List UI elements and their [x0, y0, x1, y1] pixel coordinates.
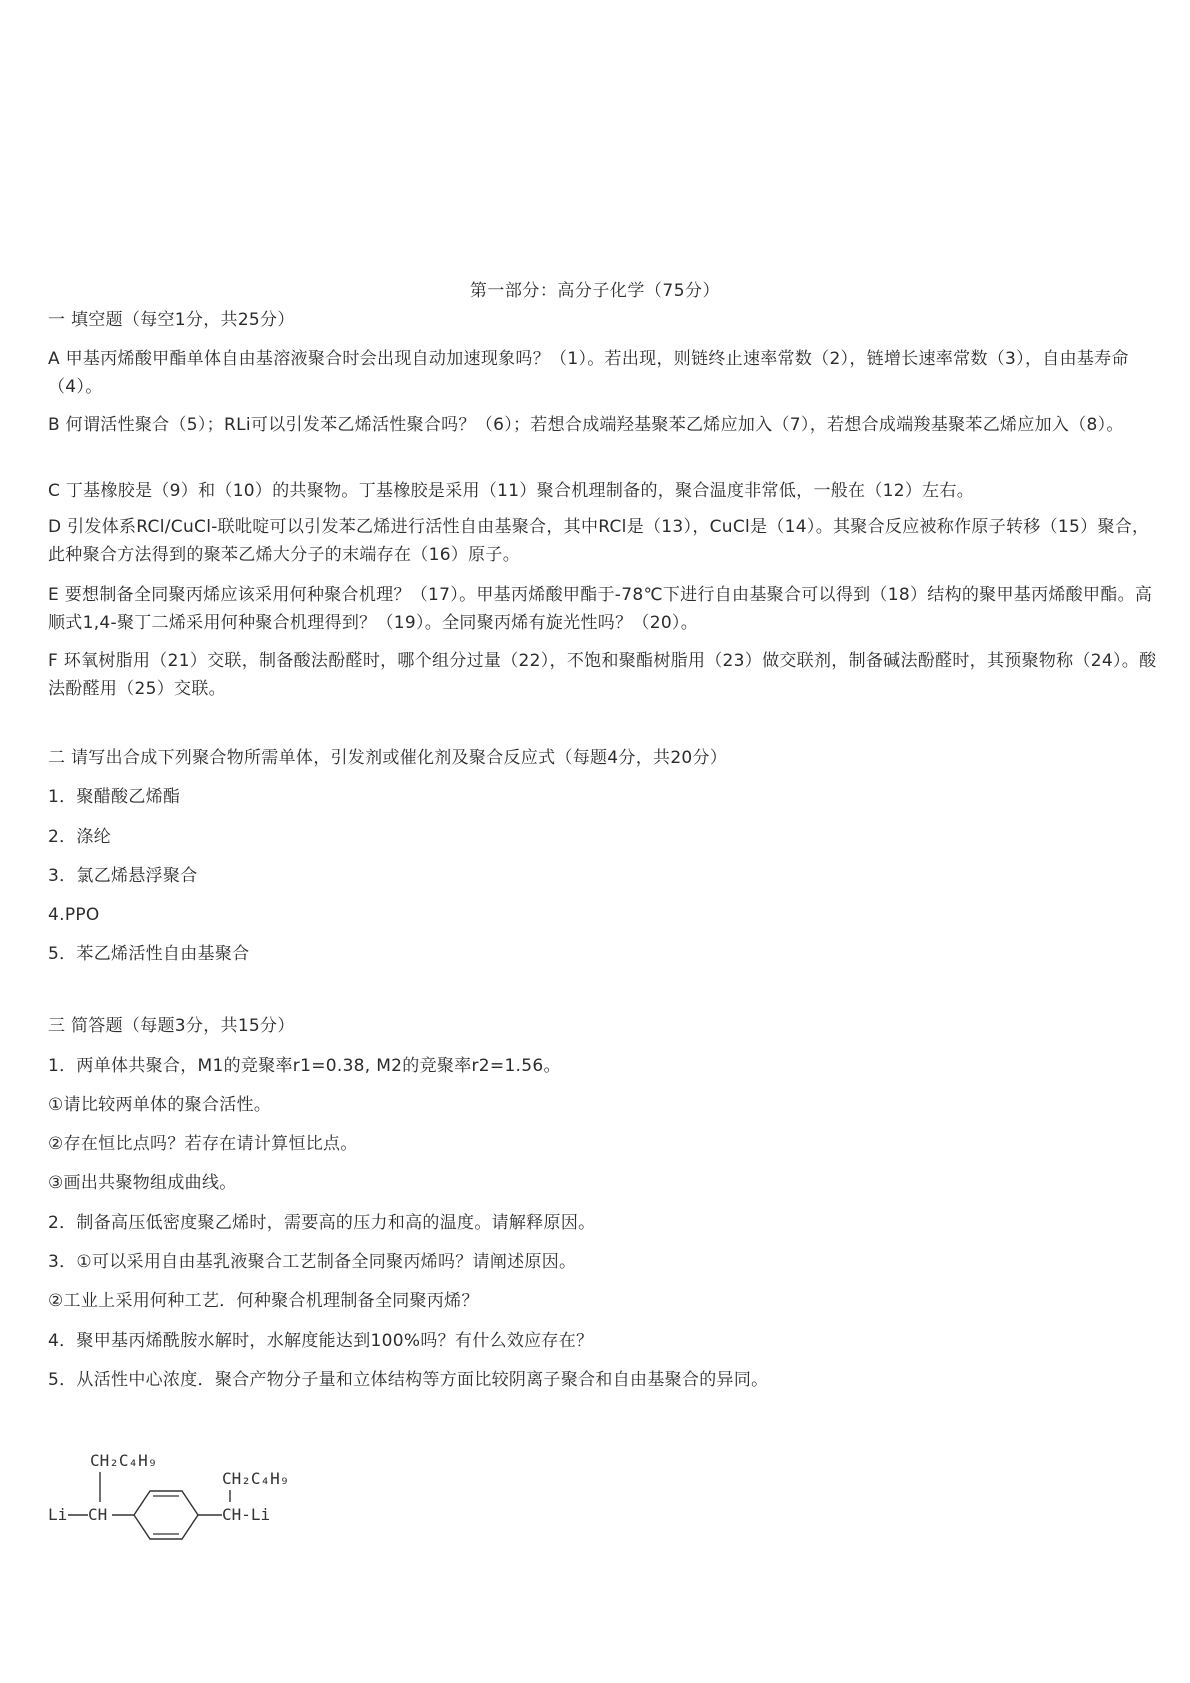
right-substituent: CH₂C₄H₉: [222, 1469, 290, 1488]
left-ch: CH: [88, 1505, 108, 1524]
question-a: A 甲基丙烯酸甲酯单体自由基溶液聚合时会出现自动加速现象吗？（1）。若出现，则链终止速率常数（2），链增长速率常数（3），自由基寿命（4）。: [48, 349, 1129, 397]
section3-item: ③画出共聚物组成曲线。: [48, 1173, 237, 1193]
section2-item: 1．聚醋酸乙烯酯: [48, 787, 181, 807]
section2-item: 4.PPO: [48, 905, 100, 925]
section3-item: ①请比较两单体的聚合活性。: [48, 1095, 272, 1115]
section3-item: 5．从活性中心浓度．聚合产物分子量和立体结构等方面比较阴离子聚合和自由基聚合的异同。: [48, 1370, 769, 1390]
question-f: F 环氧树脂用（21）交联，制备酸法酚醛时，哪个组分过量（22），不饱和聚酯树脂用（23）做交联剂，制备碱法酚醛时，其预聚物称（24）。酸法酚醛用（25）交联。: [48, 651, 1157, 699]
right-ch-li: CH-Li: [222, 1505, 271, 1524]
section3-item: ②存在恒比点吗？若存在请计算恒比点。: [48, 1134, 358, 1154]
section2-item: 5．苯乙烯活性自由基聚合: [48, 944, 250, 964]
left-lithium: Li: [48, 1505, 68, 1524]
chemical-structure: [46, 1440, 326, 1540]
section3-item: 2．制备高压低密度聚乙烯时，需要高的压力和高的温度。请解释原因。: [48, 1213, 596, 1233]
section1-heading: 一 填空题（每空1分，共25分）: [48, 310, 295, 330]
question-b: B 何谓活性聚合（5）；RLi可以引发苯乙烯活性聚合吗？（6）；若想合成端羟基聚苯乙烯应加入（7），若想合成端羧基聚苯乙烯应加入（8）。: [48, 415, 1124, 435]
section3-item: 1．两单体共聚合，M1的竞聚率r1=0.38, M2的竞聚率r2=1.56。: [48, 1056, 561, 1076]
section3-item: ②工业上采用何种工艺．何种聚合机理制备全同聚丙烯？: [48, 1291, 479, 1311]
section2-item: 2．涤纶: [48, 827, 112, 847]
section2-item: 3．氯乙烯悬浮聚合: [48, 866, 198, 886]
section3-item: 3．①可以采用自由基乳液聚合工艺制备全同聚丙烯吗？请阐述原因。: [48, 1252, 577, 1272]
page-title: 第一部分：高分子化学（75分）: [469, 281, 721, 301]
section2-heading: 二 请写出合成下列聚合物所需单体，引发剂或催化剂及聚合反应式（每题4分，共20分）: [48, 748, 728, 768]
question-d: D 引发体系RCl/CuCl-联吡啶可以引发苯乙烯进行活性自由基聚合，其中RCl是（13），CuCl是（14）。其聚合反应被称作原子转移（15）聚合，此种聚合方法得到的聚苯乙烯大分子的末端存在（16）原子。: [48, 517, 1150, 565]
section3-item: 4．聚甲基丙烯酰胺水解时，水解度能达到100%吗？有什么效应存在？: [48, 1331, 594, 1351]
question-e: E 要想制备全同聚丙烯应该采用何种聚合机理？（17）。甲基丙烯酸甲酯于-78℃下进行自由基聚合可以得到（18）结构的聚甲基丙烯酸甲酯。高顺式1,4-聚丁二烯采用何种聚合机理得到？（19）。全同聚丙烯有旋光性吗？（20）。: [48, 585, 1153, 633]
left-substituent: CH₂C₄H₉: [90, 1451, 158, 1470]
benzene-ring: [134, 1491, 198, 1539]
question-c: C 丁基橡胶是（9）和（10）的共聚物。丁基橡胶是采用（11）聚合机理制备的，聚合温度非常低，一般在（12）左右。: [48, 481, 975, 501]
section3-heading: 三 简答题（每题3分，共15分）: [48, 1016, 295, 1036]
